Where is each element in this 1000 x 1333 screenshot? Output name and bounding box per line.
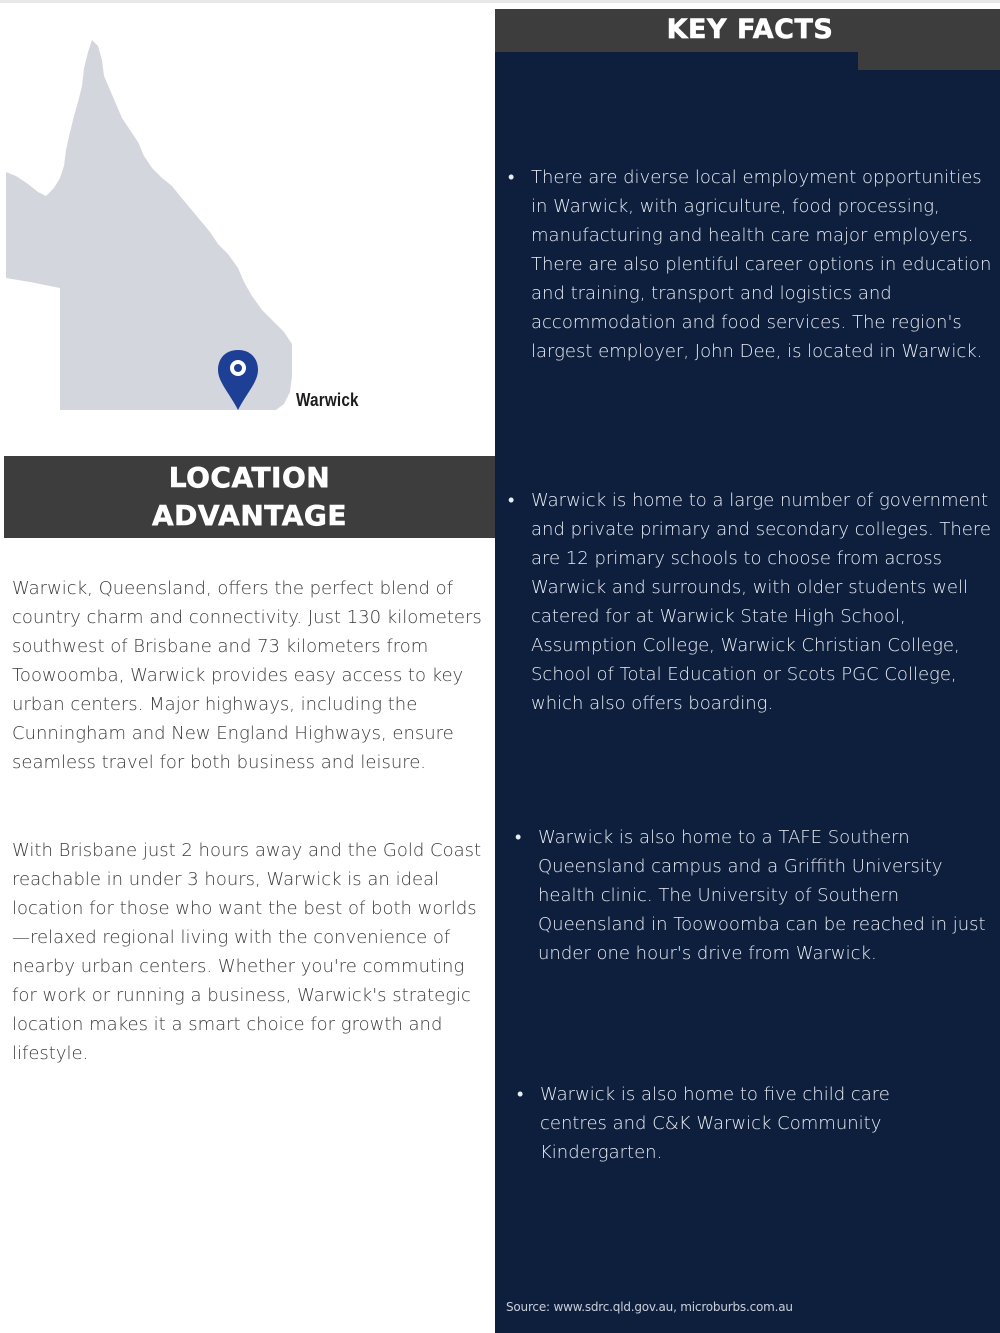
fact-item: [515, 823, 996, 968]
heading-line-1: LOCATION: [168, 461, 331, 494]
location-paragraph-1: Warwick, Queensland, offers the perfect blend of country charm and connectivity. Just 130 kilometers southwest of Brisbane and 73 kilometers from Toowoomba, Warwick provides easy access to key urban centers. Major highways, including the Cunningham and New England Highways, ensure seamless travel for both business and leisure.: [12, 578, 482, 773]
top-edge-line: [0, 0, 1000, 3]
fact-text: Warwick is home to a large number of government and private primary and secondary colleges. There are 12 primary schools to choose from across Warwick and surrounds, with older students well catered for at Warwick State High School, Assumption College, Warwick Christian College, School of Total Education or Scots PGC College, which also offers boarding.: [531, 490, 991, 714]
location-paragraph-2: With Brisbane just 2 hours away and the Gold Coast reachable in under 3 hours, Warwick is an ideal location for those who want the best of both worlds—relaxed regional living with the convenience of nearby urban centers. Whether you're commuting for work or running a business, Warwick's strategic location makes it a smart choice for growth and lifestyle.: [12, 840, 482, 1064]
fact-text: Warwick is also home to five child care centres and C&K Warwick Community Kindergarten.: [540, 1084, 890, 1163]
bullet-icon: •: [508, 490, 515, 511]
bullet-icon: •: [508, 167, 515, 188]
heading-line-2: ADVANTAGE: [152, 499, 347, 532]
fact-item: [508, 163, 996, 366]
fact-item: [508, 486, 991, 718]
key-facts-title: KEY FACTS: [666, 14, 834, 45]
source-credit: Source: www.sdrc.qld.gov.au, microburbs.com.au: [506, 1300, 793, 1314]
bullet-icon: •: [517, 1084, 524, 1105]
bullet-icon: •: [515, 827, 522, 848]
queensland-map-graphic: [0, 20, 495, 440]
warwick-map-label: Warwick: [296, 390, 359, 410]
location-advantage-heading: [4, 456, 495, 538]
queensland-map: [0, 20, 495, 440]
fact-text: Warwick is also home to a TAFE Southern Queensland campus and a Griffith University health clinic. The University of Southern Queensland in Toowoomba can be reached in just under one hour's drive from Warwick.: [538, 827, 986, 964]
fact-item: [517, 1080, 960, 1167]
fact-text: There are diverse local employment opportunities in Warwick, with agriculture, food processing, manufacturing and health care major employers. There are also plentiful career options in education and training, transport and logistics and accommodation and food services. The region's largest employer, John Dee, is located in Warwick.: [531, 167, 992, 362]
